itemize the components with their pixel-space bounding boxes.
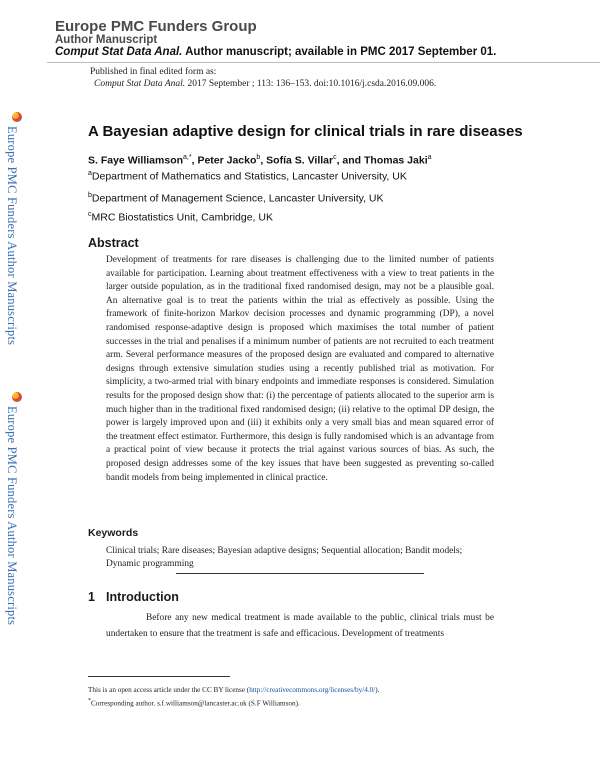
- author-name[interactable]: Thomas Jaki: [364, 154, 428, 167]
- license-footnote: This is an open access article under the CC BY license (http://creativecommons.org/licenses/by/4.0/).: [88, 686, 380, 694]
- corresponding-footnote: *Corresponding author. s.f.williamson@lancaster.ac.uk (S.F Williamson).: [88, 698, 300, 708]
- section-divider: [176, 573, 424, 574]
- funder-group-title: Europe PMC Funders Group: [55, 18, 257, 35]
- sidebar-label-upper: Europe PMC Funders Author Manuscripts: [5, 126, 19, 346]
- europe-pmc-logo-icon: [12, 392, 22, 402]
- citation-line: [94, 79, 436, 89]
- europe-pmc-logo-icon: [12, 112, 22, 122]
- author-sup: a,*: [183, 154, 192, 161]
- journal-line: [55, 46, 496, 58]
- author-name[interactable]: Sofía S. Villar: [266, 154, 334, 167]
- author-sup: a: [427, 154, 432, 161]
- license-link[interactable]: http://creativecommons.org/licenses/by/4.0/: [249, 686, 376, 694]
- affiliation: $^b$Department of Management Science, Lancaster University, UK: [88, 192, 384, 205]
- section-number: 1: [88, 590, 95, 604]
- keywords-heading: Keywords: [88, 527, 139, 539]
- author-name[interactable]: S. Faye Williamson: [88, 154, 184, 167]
- author-sup: b: [256, 154, 261, 161]
- author-sup: c: [333, 154, 337, 161]
- affiliation: $^a$Department of Mathematics and Statistics, Lancaster University, UK: [88, 170, 407, 183]
- section-title: Introduction: [106, 590, 179, 604]
- citation-journal: Comput Stat Data Anal.: [94, 79, 186, 89]
- doc-type-label: Author Manuscript: [55, 34, 158, 46]
- journal-name: Comput Stat Data Anal.: [55, 46, 183, 58]
- citation-details: 2017 September ; 113: 136–153. doi:10.1016/j.csda.2016.09.006.: [185, 79, 437, 89]
- header-divider: [47, 62, 600, 63]
- abstract-heading: Abstract: [88, 236, 139, 250]
- intro-heading: [88, 590, 179, 604]
- footnote-divider: [88, 676, 230, 677]
- availability-text: Author manuscript; available in PMC 2017 September 01.: [182, 46, 497, 58]
- author-list: S. Faye Williamson$^{a,*}$, Peter Jacko$^b$, Sofía S. Villar$^c$, and Thomas Jaki$^a$: [88, 154, 432, 167]
- published-note: Published in final edited form as:: [90, 67, 217, 77]
- sidebar-label-lower: Europe PMC Funders Author Manuscripts: [5, 406, 19, 626]
- intro-paragraph: Before any new medical treatment is made available to the public, clinical trials must be undertaken to ensure that the treatment is safe and efficacious. Development of treatments: [106, 613, 494, 639]
- keywords-list: Clinical trials; Rare diseases; Bayesian adaptive designs; Sequential allocation; Bandit models; Dynamic programming: [106, 546, 463, 569]
- article-title: A Bayesian adaptive design for clinical trials in rare diseases: [88, 123, 523, 140]
- affiliation: $^c$MRC Biostatistics Unit, Cambridge, UK: [88, 211, 273, 224]
- sidebar-band: [0, 0, 26, 776]
- author-name[interactable]: Peter Jacko: [197, 154, 257, 167]
- abstract-body: Development of treatments for rare diseases is challenging due to the limited number of patients available for participation. Learning about treatment effectiveness with a view to treat patients in the larger outside population, as in the traditional fixed randomised design, may not be a plausible goal. An alternative goal is to treat the patients within the trial as effectively as possible. Using the framework of finite-horizon Markov decision processes and dynamic programming (DP), a novel randomised response-adaptive design is proposed which maximises the total number of patient successes in the trial and penalises if a minimum number of patients are not recruited to each treatment arm. Several performance measures of the proposed design are evaluated and compared to alternative designs through extensive simulation studies using a recently published trial as motivation. For simplicity, a two-armed trial with binary endpoints and immediate responses is considered. Simulation results for the proposed design show that: (i) the percentage of patients allocated to the superior arm is much higher than in the traditional fixed randomised design; (ii) relative to the optimal DP design, the power is largely improved upon and (iii) it exhibits only a very small bias and mean squared error of the treatment effect estimator. Furthermore, this design is fully randomised which is an advantage from a practical point of view because it protects the trial against various sources of bias. As such, the proposed design addresses some of the key issues that have been suggested as preventing so-called bandit models from being implemented in clinical practice.: [106, 255, 494, 483]
